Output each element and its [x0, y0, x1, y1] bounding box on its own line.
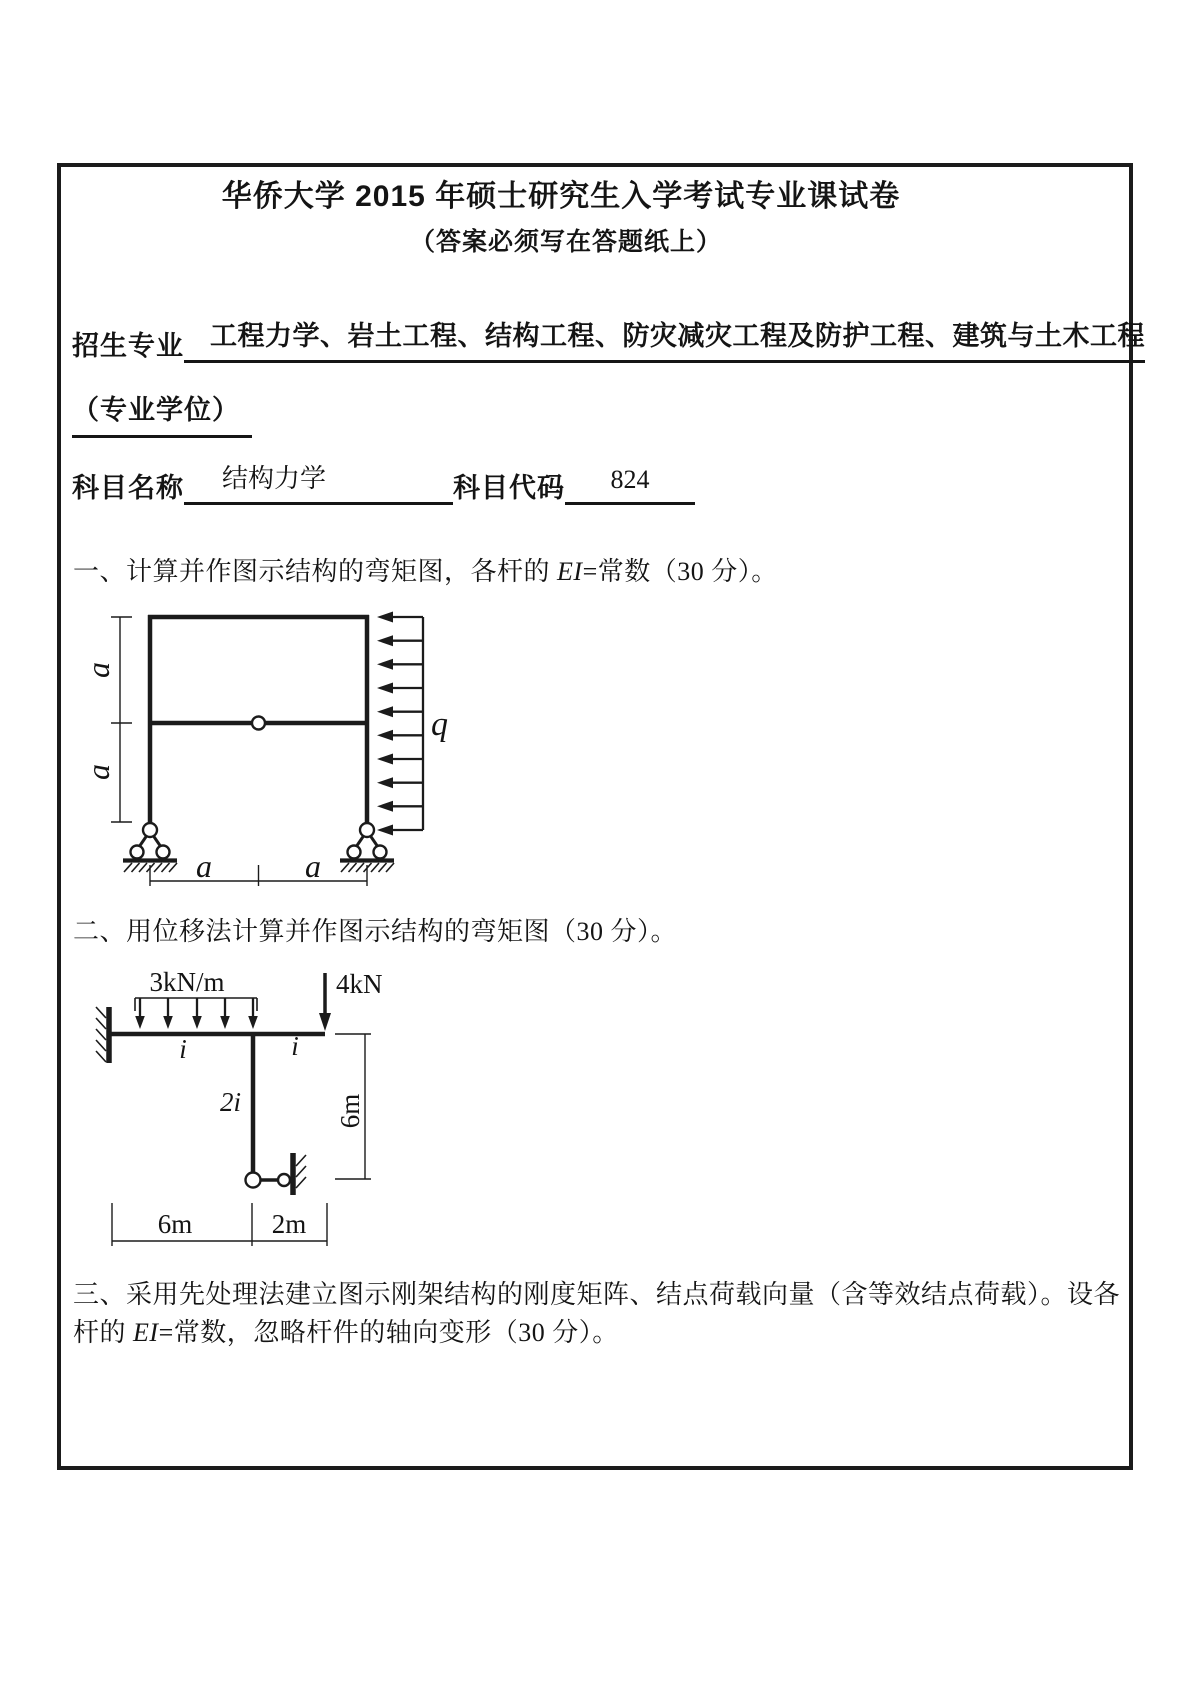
dim-bottom-spans [150, 848, 367, 886]
question-3-ei-symbol: EI [133, 1318, 159, 1347]
hinge-icon [252, 717, 265, 730]
dim-left-heights [80, 617, 132, 822]
stiffness-right-beam-label: i [291, 1031, 299, 1061]
load-q-label: q [431, 706, 448, 743]
stiffness-left-beam-label: i [179, 1034, 187, 1064]
frame-members [148, 615, 369, 824]
dim-bottom-spans [112, 1203, 327, 1246]
dim-column-height [335, 1034, 371, 1179]
major-value: 工程力学、岩土工程、结构工程、防灾减灾工程及防护工程、建筑与土木工程 [184, 314, 1145, 363]
question-1 [73, 551, 1118, 588]
distributed-load-q [377, 612, 448, 836]
point-load-4kn [319, 969, 383, 1031]
page-subtitle: （答案必须写在答题纸上） [409, 228, 722, 256]
dim-span-left-label: 6m [157, 1209, 193, 1239]
subject-name-label: 科目名称 [72, 473, 184, 503]
question-1-text: 一、计算并作图示结构的弯矩图，各杆的 [73, 557, 558, 586]
question-3-text-suffix: =常数，忽略杆件的轴向变形（30 分）。 [158, 1318, 619, 1347]
question-1-text-suffix: =常数（30 分）。 [582, 557, 778, 586]
stiffness-column-label: 2i [219, 1087, 241, 1117]
question-3 [73, 1276, 1121, 1352]
page-title: 华侨大学 2015 年硕士研究生入学考试专业课试卷 [221, 180, 901, 213]
left-support [123, 823, 177, 872]
hinge-icon [246, 1173, 261, 1188]
question-2-text: 二、用位移法计算并作图示结构的弯矩图（30 分）。 [73, 917, 678, 946]
q1-frame-diagram [80, 600, 470, 900]
dim-span-right-label: a [305, 848, 321, 884]
question-3-text: 三、采用先处理法建立图示刚架结构的刚度矩阵、结点荷载向量（含等效结点荷载）。设各杆的 [73, 1280, 1121, 1347]
distributed-load-label: 3kN/m [149, 967, 225, 997]
dim-column-height-label: 6m [335, 1093, 365, 1129]
major-label: 招生专业 [72, 331, 184, 361]
dim-span-right-label: 2m [271, 1209, 307, 1239]
major-field [72, 314, 1145, 363]
question-2 [73, 911, 1118, 948]
major-degree-field [72, 388, 252, 438]
subject-field [72, 458, 695, 505]
hinge-icon [278, 1174, 290, 1186]
dim-height-lower-label: a [80, 764, 116, 780]
question-1-ei-symbol: EI [557, 557, 583, 586]
subject-code-label: 科目代码 [453, 473, 565, 503]
q2-structure-diagram [95, 965, 385, 1255]
point-load-label: 4kN [336, 969, 383, 999]
distributed-load-3knm [135, 967, 258, 1029]
dim-height-upper-label: a [80, 662, 116, 678]
dim-span-left-label: a [196, 848, 212, 884]
subject-code-value: 824 [565, 465, 695, 505]
major-degree-label: （专业学位） [72, 388, 252, 438]
subject-name-value: 结构力学 [184, 458, 453, 505]
